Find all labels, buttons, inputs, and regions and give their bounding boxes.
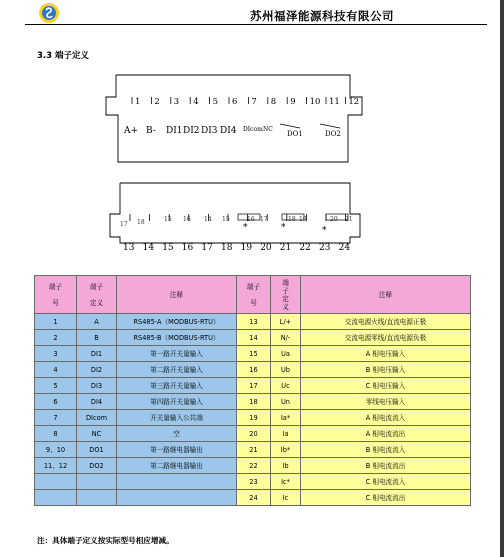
- cell-no-r: 22: [237, 458, 271, 474]
- cell-def-r: N/-: [271, 330, 301, 346]
- bottom-terminal-number: 16: [181, 243, 194, 253]
- cell-def-r: Uc: [271, 378, 301, 394]
- cell-no-r: 19: [237, 410, 271, 426]
- footnote: 注：具体端子定义按实际型号相应增减。: [37, 536, 174, 545]
- cell-def: DO1: [77, 442, 117, 458]
- top-connector-outline: [106, 75, 362, 162]
- top-terminal-label: DI2: [183, 126, 200, 136]
- top-terminal-label: A+: [124, 126, 139, 136]
- cell-def-r: Ic: [271, 490, 301, 506]
- cell-note: 第一路开关量输入: [117, 346, 237, 362]
- cell-def-r: L/+: [271, 314, 301, 330]
- inner-terminal-mark: 14: [204, 216, 212, 223]
- inner-terminal-mark: 15: [164, 216, 172, 223]
- cell-note-r: A 相电流流出: [301, 426, 471, 442]
- cell-note: 开关量输入公共端: [117, 410, 237, 426]
- inner-terminal-mark: 20: [330, 216, 338, 223]
- cell-no: 9、10: [35, 442, 77, 458]
- cell-no-r: 14: [237, 330, 271, 346]
- cell-no-r: 18: [237, 394, 271, 410]
- cell-no: 2: [35, 330, 77, 346]
- cell-no-r: 16: [237, 362, 271, 378]
- cell-def-r: Ia*: [271, 410, 301, 426]
- top-terminal-number: 7: [251, 97, 257, 107]
- cell-note: [117, 474, 237, 490]
- cell-def: DI4: [77, 394, 117, 410]
- top-terminal-number: 9: [290, 97, 296, 107]
- star-c: *: [322, 226, 327, 236]
- bottom-terminal-number: 13: [123, 243, 135, 253]
- cell-def: NC: [77, 426, 117, 442]
- cell-no-r: 24: [237, 490, 271, 506]
- table-row: [35, 378, 471, 394]
- cell-note-r: C 相电压输入: [301, 378, 471, 394]
- bottom-terminal-number: 22: [299, 243, 311, 253]
- cell-note: 第一路继电器输出: [117, 442, 237, 458]
- header-note: 注释: [117, 276, 237, 314]
- cell-note-r: A 相电流流入: [301, 410, 471, 426]
- cell-def: DIcom: [77, 410, 117, 426]
- cell-note: [117, 490, 237, 506]
- cell-no: 6: [35, 394, 77, 410]
- cell-note-r: C 相电流流入: [301, 474, 471, 490]
- cell-no-r: 21: [237, 442, 271, 458]
- top-terminal-number: 8: [270, 97, 277, 107]
- cell-def: DO2: [77, 458, 117, 474]
- bottom-terminal-number: 18: [221, 243, 233, 253]
- cell-note: 第四路开关量输入: [117, 394, 237, 410]
- table-row: [35, 458, 471, 474]
- cell-no: 5: [35, 378, 77, 394]
- cell-def: [77, 490, 117, 506]
- cell-no-r: 17: [237, 378, 271, 394]
- cell-note-r: B 相电流流入: [301, 442, 471, 458]
- cell-no-r: 20: [237, 426, 271, 442]
- cell-note-r: 交流电源零线/直流电源负极: [301, 330, 471, 346]
- do1-switch-mark: [280, 124, 300, 128]
- cell-def: DI3: [77, 378, 117, 394]
- top-terminal-number: 2: [154, 97, 160, 107]
- cell-def: A: [77, 314, 117, 330]
- star-b: *: [281, 223, 286, 233]
- top-terminal-label: DIcom: [243, 126, 263, 133]
- top-terminal-label: DI3: [201, 126, 218, 136]
- cell-def-r: Ia: [271, 426, 301, 442]
- inner-terminal-mark: 18: [137, 219, 145, 226]
- cell-note: 第二路开关量输入: [117, 362, 237, 378]
- cell-note-r: A 相电压输入: [301, 346, 471, 362]
- header-terminal-no-right: 端子 号: [237, 276, 271, 314]
- header-note-right: 注释: [301, 276, 471, 314]
- bottom-terminal-number: 24: [338, 243, 351, 253]
- inner-terminal-mark: 19: [299, 216, 307, 223]
- table-row: [35, 410, 471, 426]
- inner-terminal-mark: 16: [183, 216, 191, 223]
- cell-note-r: B 相电压输入: [301, 362, 471, 378]
- cell-note: RS485-A（MODBUS-RTU）: [117, 314, 237, 330]
- cell-note: 第三路开关量输入: [117, 378, 237, 394]
- header-terminal-def-right: 端 子 定 义: [271, 276, 301, 314]
- bottom-terminal-number: 19: [240, 243, 253, 253]
- cell-note-r: B 相电流流出: [301, 458, 471, 474]
- cell-note: 空: [117, 426, 237, 442]
- cell-no: 1: [35, 314, 77, 330]
- top-terminal-label: DO2: [325, 130, 341, 138]
- top-terminal-number: 11: [329, 97, 340, 107]
- table-row: [35, 330, 471, 346]
- bottom-terminal-number: 17: [201, 243, 213, 253]
- top-terminal-label: DI4: [220, 126, 237, 136]
- cell-no: 11、12: [35, 458, 77, 474]
- top-terminal-label: DI1: [166, 126, 183, 136]
- inner-terminal-mark: 17: [260, 216, 268, 223]
- do2-switch-mark: [320, 124, 340, 128]
- header-terminal-no: 端子 号: [35, 276, 77, 314]
- cell-no-r: 15: [237, 346, 271, 362]
- bottom-terminal-number: 21: [279, 243, 292, 253]
- cell-def-r: Ib: [271, 458, 301, 474]
- cell-def-r: Ic*: [271, 474, 301, 490]
- cell-note-r: 零线电压输入: [301, 394, 471, 410]
- cell-no: 4: [35, 362, 77, 378]
- company-name: 苏州福泽能源科技有限公司: [250, 9, 394, 23]
- bottom-terminal-number: 23: [319, 243, 331, 253]
- table-row: [35, 346, 471, 362]
- bottom-terminal-number: 15: [162, 243, 174, 253]
- star-a: *: [243, 223, 248, 233]
- inner-terminal-mark: 18: [288, 216, 296, 223]
- page-edge: [500, 0, 504, 557]
- top-terminal-number: 12: [348, 97, 360, 107]
- table-row: [35, 426, 471, 442]
- inner-terminal-mark: 16: [247, 216, 255, 223]
- table-row: [35, 474, 471, 490]
- table-row: [35, 394, 471, 410]
- top-terminal-number: 5: [212, 97, 219, 107]
- inner-terminal-mark: 21: [345, 216, 353, 223]
- cell-note: RS485-B（MODBUS-RTU）: [117, 330, 237, 346]
- cell-def-r: Ua: [271, 346, 301, 362]
- inner-terminal-mark: 17: [120, 221, 128, 228]
- terminal-definition-table: [34, 275, 471, 506]
- bottom-terminal-number: 20: [260, 243, 272, 253]
- bottom-terminal-number: 14: [142, 243, 155, 253]
- cell-note: 第二路继电器输出: [117, 458, 237, 474]
- cell-def: [77, 474, 117, 490]
- cell-no: 3: [35, 346, 77, 362]
- top-terminal-number: 1: [135, 97, 141, 107]
- cell-no-r: 23: [237, 474, 271, 490]
- cell-def-r: Un: [271, 394, 301, 410]
- top-terminal-number: 6: [232, 97, 238, 107]
- top-terminal-label: DO1: [287, 130, 303, 138]
- top-terminal-label: NC: [263, 126, 273, 133]
- cell-note-r: 交流电源火线/直流电源正极: [301, 314, 471, 330]
- table-row: [35, 314, 471, 330]
- section-title: 3.3 端子定义: [37, 51, 90, 61]
- cell-def-r: Ib*: [271, 442, 301, 458]
- table-header-row: [35, 276, 471, 314]
- cell-no: 8: [35, 426, 77, 442]
- cell-no: [35, 490, 77, 506]
- top-terminal-label: B-: [146, 126, 156, 136]
- table-row: [35, 362, 471, 378]
- cell-no: [35, 474, 77, 490]
- cell-note-r: C 相电流流出: [301, 490, 471, 506]
- cell-def-r: Ub: [271, 362, 301, 378]
- table-row: [35, 490, 471, 506]
- header-terminal-def: 端子 定义: [77, 276, 117, 314]
- top-terminal-number: 10: [309, 97, 321, 107]
- top-terminal-number: 4: [193, 97, 199, 107]
- cell-def: B: [77, 330, 117, 346]
- inner-terminal-mark: 15: [222, 216, 230, 223]
- top-terminal-number: 3: [173, 97, 180, 107]
- cell-no: 7: [35, 410, 77, 426]
- cell-def: DI2: [77, 362, 117, 378]
- table-row: [35, 442, 471, 458]
- cell-def: DI1: [77, 346, 117, 362]
- cell-no-r: 13: [237, 314, 271, 330]
- terminal-diagram: [0, 0, 504, 270]
